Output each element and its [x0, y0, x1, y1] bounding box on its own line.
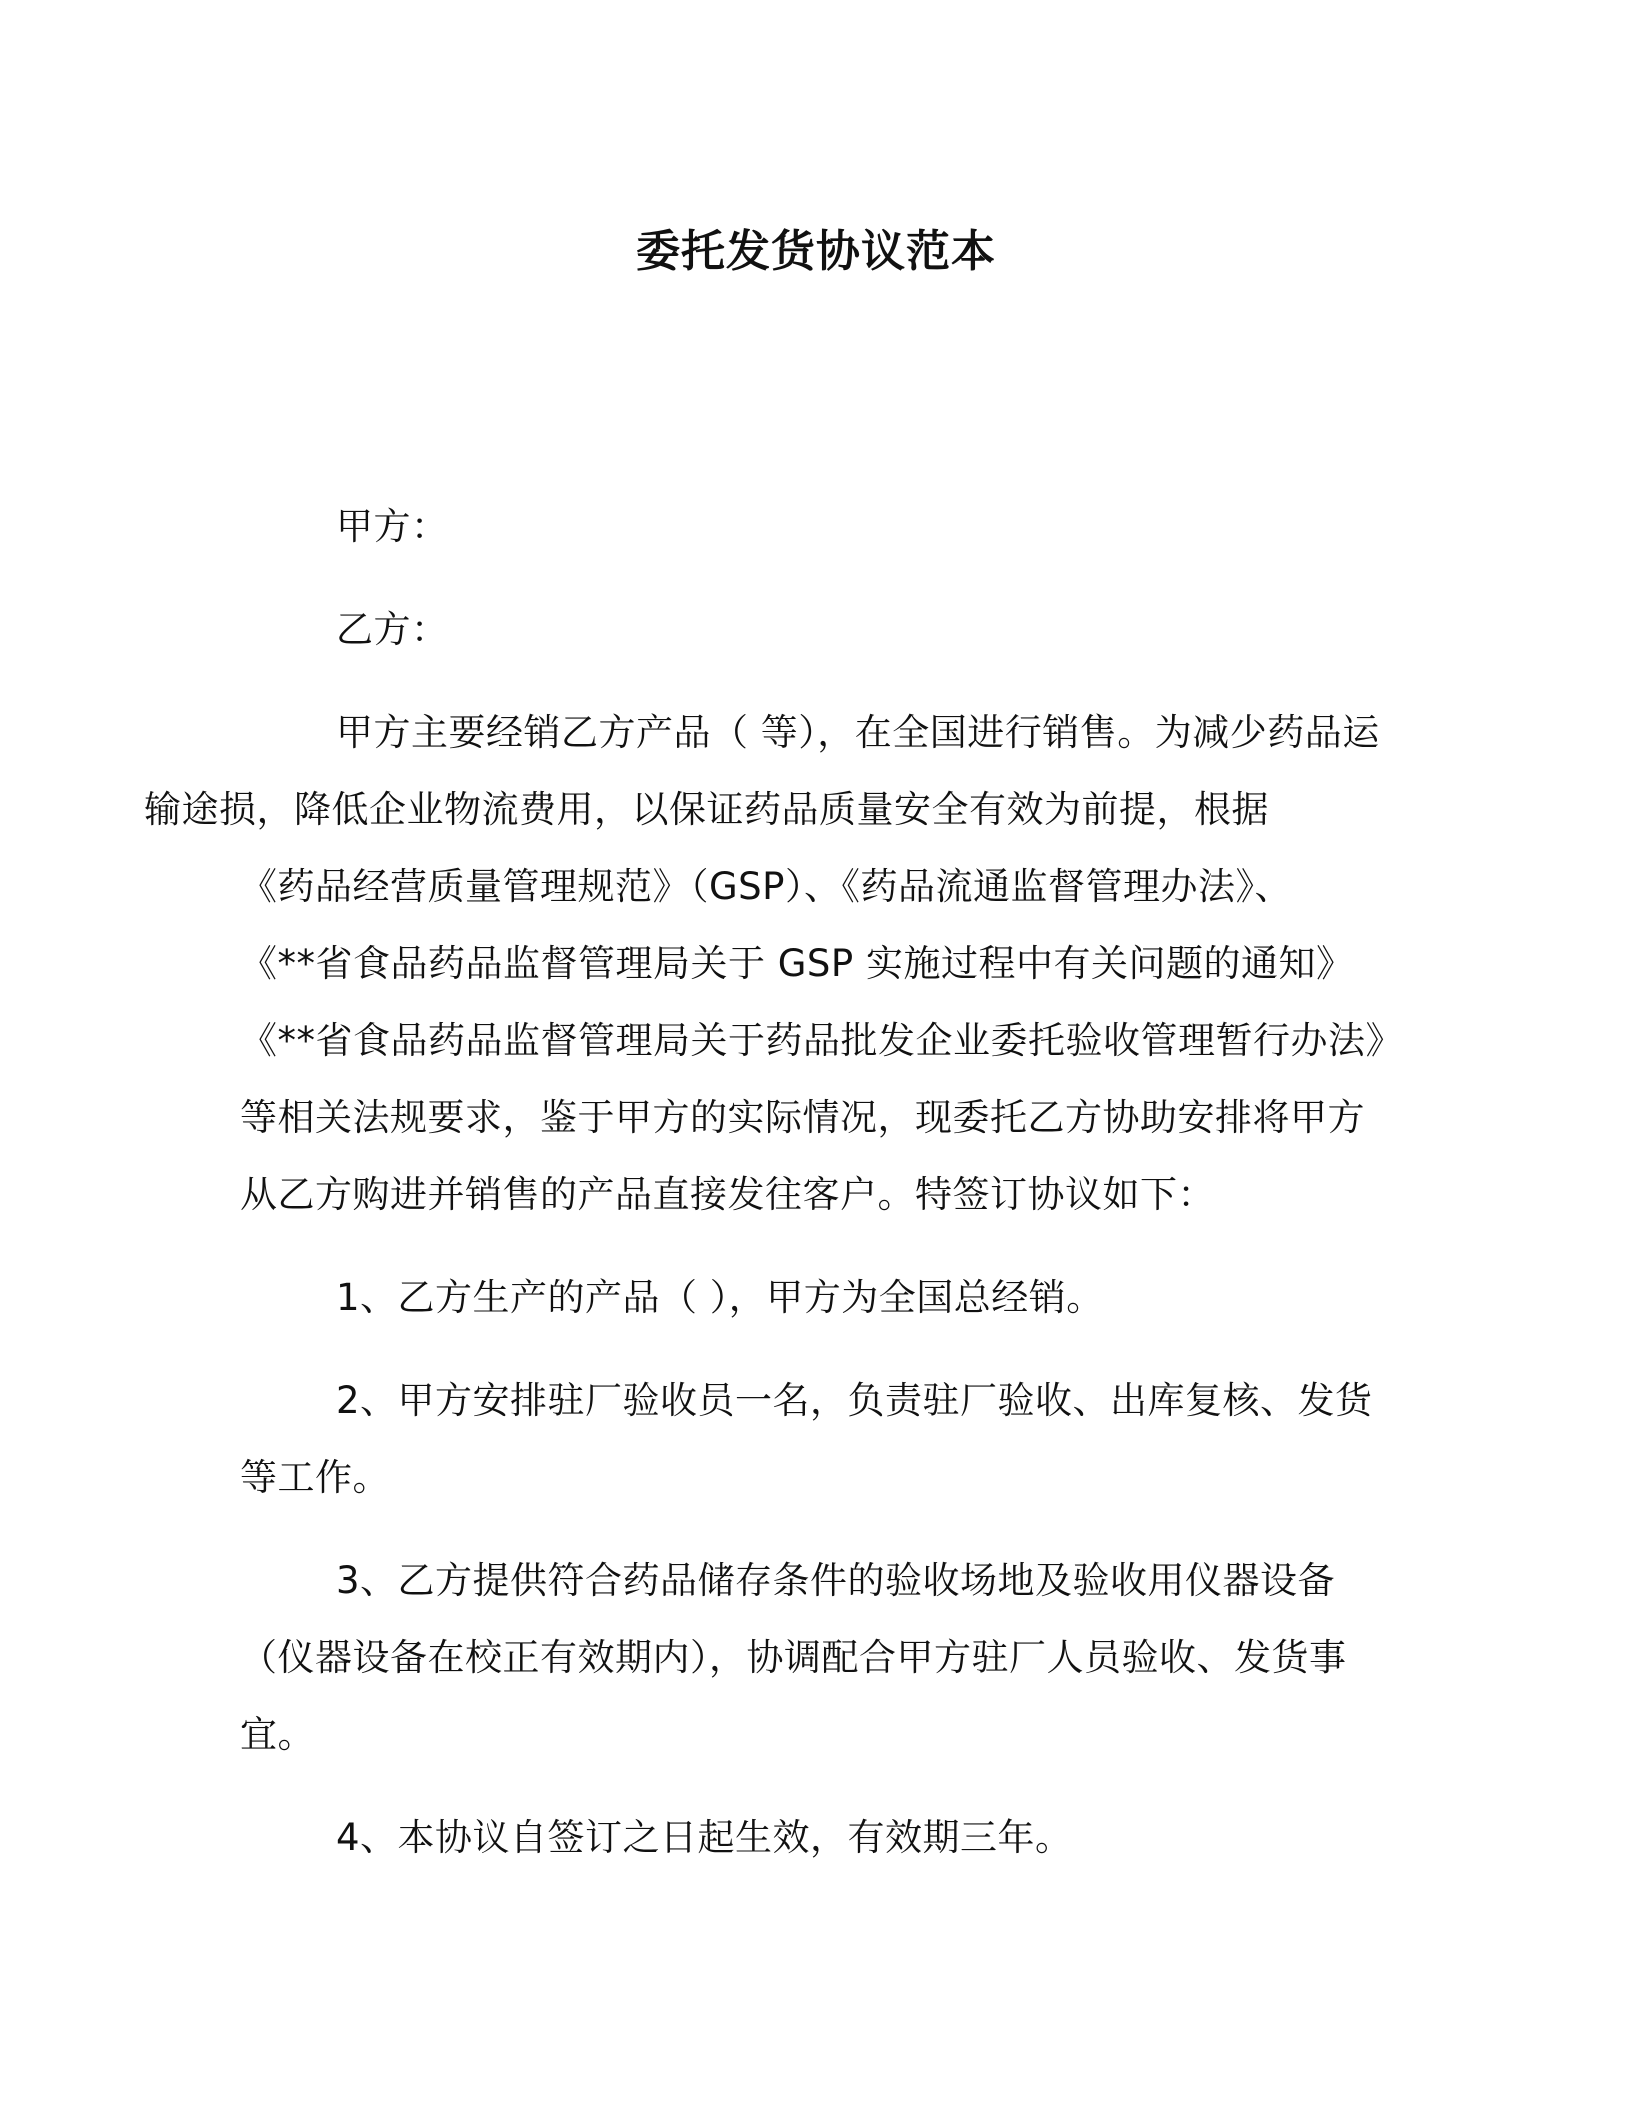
intro-line: 甲方主要经销乙方产品（ 等），在全国进行销售。为减少药品运	[336, 711, 1380, 754]
intro-paragraph	[144, 694, 1403, 1233]
clause-line: （仪器设备在校正有效期内），协调配合甲方驻厂人员验收、发货事	[240, 1636, 1347, 1679]
clause-3	[240, 1542, 1392, 1773]
party-a-line: 甲方：	[336, 505, 449, 548]
clause-1	[240, 1259, 1392, 1336]
spacer	[240, 1773, 1392, 1799]
spacer	[240, 1336, 1392, 1362]
spacer	[240, 1516, 1392, 1542]
clause-line: 4、本协议自签订之日起生效，有效期三年。	[336, 1816, 1073, 1859]
clause-line: 宜。	[240, 1713, 315, 1756]
clause-4	[240, 1799, 1392, 1876]
intro-line: 输途损，降低企业物流费用，以保证药品质量安全有效为前提，根据	[144, 788, 1269, 831]
clause-2	[240, 1362, 1392, 1516]
spacer	[240, 565, 1392, 591]
document-body	[144, 488, 1403, 1876]
clause-line: 2、甲方安排驻厂验收员一名，负责驻厂验收、出库复核、发货	[336, 1379, 1373, 1422]
intro-line: 《**省食品药品监督管理局关于药品批发企业委托验收管理暂行办法》	[240, 1019, 1403, 1062]
clause-line: 3、乙方提供符合药品储存条件的验收场地及验收用仪器设备	[336, 1559, 1336, 1602]
spacer	[240, 1233, 1392, 1259]
clause-line: 等工作。	[240, 1456, 390, 1499]
clause-line: 1、乙方生产的产品（ ），甲方为全国总经销。	[336, 1276, 1104, 1319]
spacer	[240, 668, 1392, 694]
document-title: 委托发货协议范本	[636, 226, 996, 277]
party-b-line: 乙方：	[336, 608, 449, 651]
intro-line: 等相关法规要求，鉴于甲方的实际情况，现委托乙方协助安排将甲方	[240, 1096, 1365, 1139]
intro-line: 《药品经营质量管理规范》（GSP）、《药品流通监督管理办法》、	[240, 865, 1292, 908]
intro-line: 从乙方购进并销售的产品直接发往客户。特签订协议如下：	[240, 1173, 1215, 1216]
intro-line: 《**省食品药品监督管理局关于 GSP 实施过程中有关问题的通知》	[240, 942, 1354, 985]
